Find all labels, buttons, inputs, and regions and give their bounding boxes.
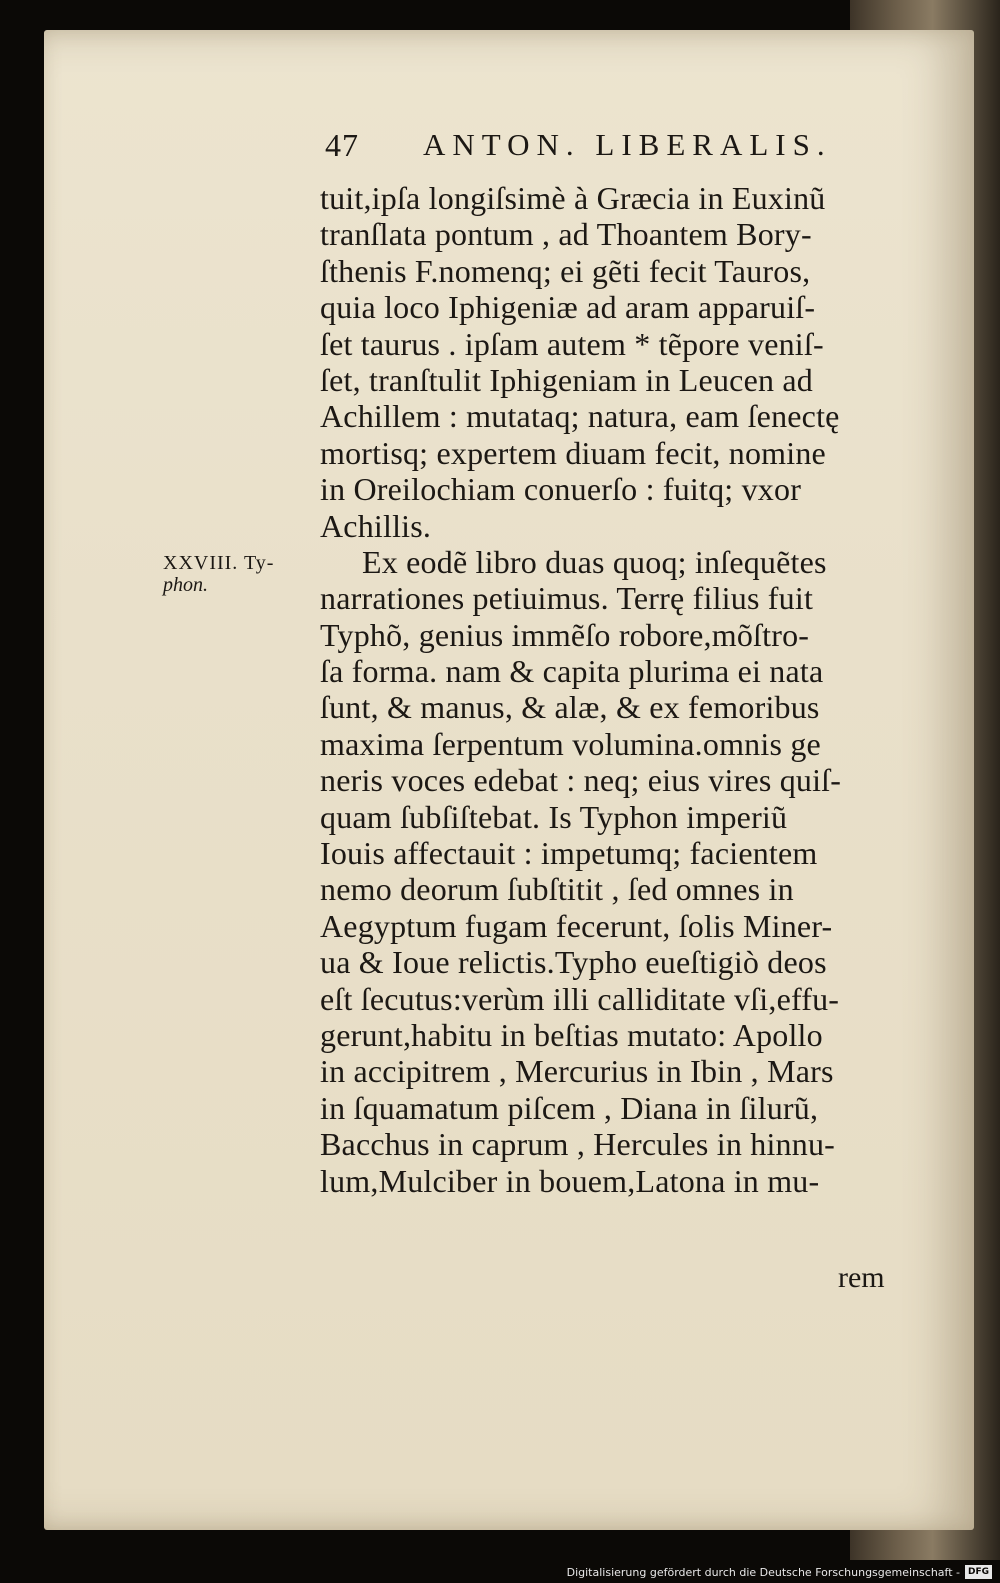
running-head: ANTON. LIBERALIS.: [423, 127, 832, 162]
text-line: Iouis affectauit : impetumq; facientem: [320, 835, 818, 872]
dfg-logo: DFG: [965, 1565, 992, 1579]
text-line: ſet, tranſtulit Iphigeniam in Leucen ad: [320, 361, 813, 398]
text-line: neris voces edebat : neq; eius vires quiſ-: [320, 762, 842, 799]
text-line: maxima ſerpentum volumina.omnis ge: [320, 725, 821, 762]
text-line: ſa forma. nam & capita plurima ei nata: [320, 653, 824, 690]
footer-bar: [0, 1560, 1000, 1583]
text-line: Bacchus in caprum , Hercules in hinnu-: [320, 1126, 836, 1163]
margin-note-line: XXVIII. Ty-: [163, 552, 275, 574]
text-line: lum,Mulciber in bouem,Latona in mu-: [320, 1162, 820, 1199]
margin-note-line: phon.: [163, 574, 208, 596]
page-header: [325, 127, 865, 173]
text-line: in Oreilochiam conuerſo : fuitq; vxor: [320, 471, 802, 508]
text-line: narrationes petiuimus. Terrę filius fuit: [320, 580, 814, 617]
funding-credit: Digitalisierung gefördert durch die Deutsche Forschungsgemeinschaft -: [566, 1566, 960, 1579]
text-line: ſthenis F.nomenq; ei gẽti fecit Tauros,: [320, 252, 811, 289]
text-line: Typhõ, genius immẽſo robore,mõſtro-: [320, 616, 810, 653]
text-line: quia loco Iphigeniæ ad aram apparuiſ-: [320, 289, 816, 326]
text-line: ſunt, & manus, & alæ, & ex femoribus: [320, 689, 820, 726]
text-line: eſt ſecutus:verùm illi calliditate vſi,effu-: [320, 980, 840, 1017]
text-line: Achillis.: [320, 507, 432, 544]
text-line: Aegyptum fugam fecerunt, ſolis Miner-: [320, 907, 833, 944]
text-line: nemo deorum ſubſtitit , ſed omnes in: [320, 871, 794, 908]
text-line: tranſlata pontum , ad Thoantem Bory-: [320, 216, 812, 253]
text-line: gerunt,habitu in beſtias mutato: Apollo: [320, 1016, 823, 1053]
catchword: rem: [838, 1261, 885, 1294]
text-line: ſet taurus . ipſam autem * tẽpore veniſ-: [320, 325, 824, 362]
text-line: quam ſubſiſtebat. Is Typhon imperiũ: [320, 798, 788, 835]
body-text: [320, 180, 920, 1199]
text-line: mortisq; expertem diuam fecit, nomine: [320, 434, 826, 471]
text-line: in accipitrem , Mercurius in Ibin , Mars: [320, 1053, 834, 1090]
text-line: Ex eodẽ libro duas quoq; inſequẽtes: [362, 543, 827, 580]
margin-note: [163, 552, 323, 596]
page-number: 47: [325, 127, 359, 163]
text-line: tuit,ipſa longiſsimè à Græcia in Euxinũ: [320, 180, 826, 216]
text-line: Achillem : mutataq; natura, eam ſenectę: [320, 398, 840, 435]
text-line: in ſquamatum piſcem , Diana in ſilurũ,: [320, 1089, 819, 1126]
text-line: ua & Ioue relictis.Typho eueſtigiò deos: [320, 944, 827, 981]
